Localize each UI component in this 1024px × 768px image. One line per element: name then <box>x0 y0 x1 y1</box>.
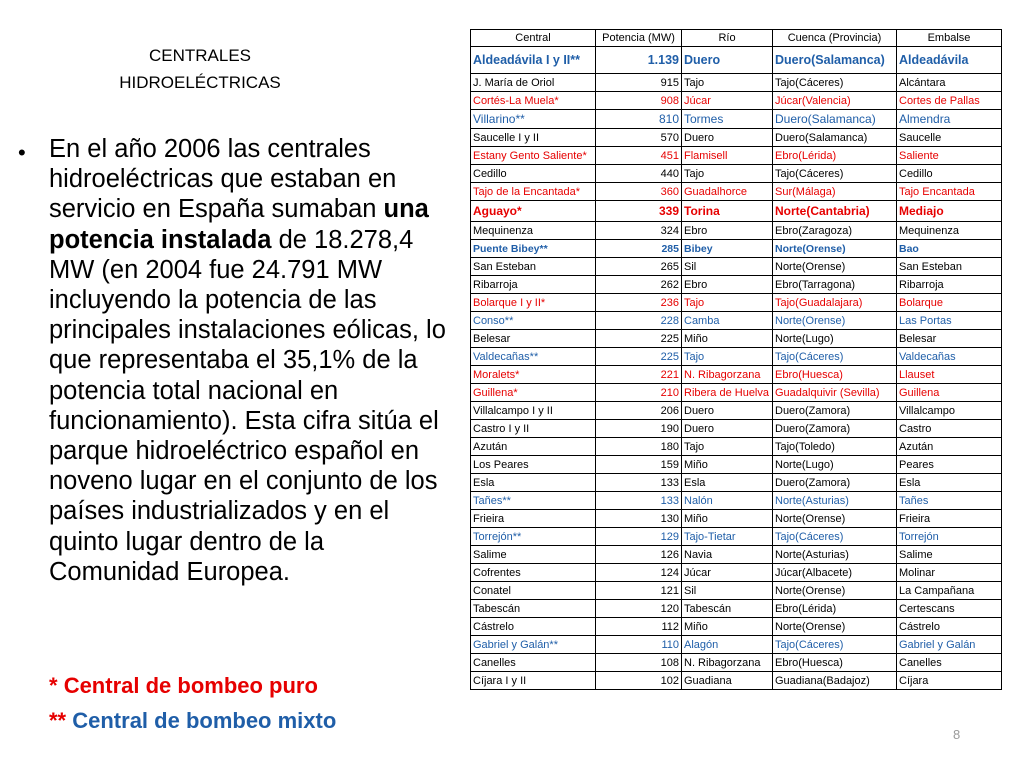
cell-central: Conso** <box>471 312 596 330</box>
cell-central: Esla <box>471 474 596 492</box>
cell-central: Gabriel y Galán** <box>471 636 596 654</box>
cell-river: Miño <box>682 330 773 348</box>
table-row <box>471 366 1002 384</box>
cell-river: Duero <box>682 129 773 147</box>
cell-basin: Ebro(Lérida) <box>773 600 897 618</box>
cell-reservoir: Saliente <box>897 147 1002 165</box>
cell-power: 360 <box>596 183 682 201</box>
cell-central: Bolarque I y II* <box>471 294 596 312</box>
table-row <box>471 582 1002 600</box>
legend-pure-stars: * <box>49 673 58 698</box>
cell-river: Miño <box>682 618 773 636</box>
table-row <box>471 276 1002 294</box>
cell-reservoir: Cíjara <box>897 672 1002 690</box>
cell-river: Navia <box>682 546 773 564</box>
header-reservoir: Embalse <box>897 30 1002 47</box>
cell-power: 102 <box>596 672 682 690</box>
cell-river: Duero <box>682 47 773 74</box>
cell-reservoir: Castro <box>897 420 1002 438</box>
cell-reservoir: Ribarroja <box>897 276 1002 294</box>
table-row <box>471 129 1002 147</box>
cell-basin: Norte(Orense) <box>773 312 897 330</box>
cell-river: N. Ribagorzana <box>682 366 773 384</box>
cell-power: 190 <box>596 420 682 438</box>
cell-power: 810 <box>596 110 682 129</box>
table-row <box>471 618 1002 636</box>
cell-reservoir: La Campañana <box>897 582 1002 600</box>
table-row <box>471 600 1002 618</box>
cell-basin: Norte(Asturias) <box>773 492 897 510</box>
cell-river: Guadiana <box>682 672 773 690</box>
table-row <box>471 47 1002 74</box>
cell-basin: Duero(Zamora) <box>773 474 897 492</box>
cell-central: Los Peares <box>471 456 596 474</box>
legend-pure-pumping <box>49 672 318 700</box>
table-row <box>471 384 1002 402</box>
cell-basin: Júcar(Albacete) <box>773 564 897 582</box>
cell-basin: Norte(Orense) <box>773 582 897 600</box>
table-row <box>471 74 1002 92</box>
bullet-paragraph <box>18 134 448 587</box>
table-row <box>471 294 1002 312</box>
header-river: Río <box>682 30 773 47</box>
cell-river: Ebro <box>682 276 773 294</box>
cell-river: Nalón <box>682 492 773 510</box>
cell-river: Flamisell <box>682 147 773 165</box>
cell-basin: Tajo(Toledo) <box>773 438 897 456</box>
table-row <box>471 240 1002 258</box>
table-row <box>471 672 1002 690</box>
cell-central: Cedillo <box>471 165 596 183</box>
table-row <box>471 402 1002 420</box>
table-header-row <box>471 30 1002 47</box>
bullet-text <box>49 134 448 587</box>
cell-river: Sil <box>682 582 773 600</box>
table-row <box>471 110 1002 129</box>
cell-power: 221 <box>596 366 682 384</box>
cell-river: Tajo <box>682 294 773 312</box>
cell-central: Azután <box>471 438 596 456</box>
cell-central: Tañes** <box>471 492 596 510</box>
legend-mixed-pumping <box>49 707 336 735</box>
table-row <box>471 546 1002 564</box>
hydro-plants-table <box>470 29 1002 690</box>
cell-power: 130 <box>596 510 682 528</box>
cell-reservoir: Torrejón <box>897 528 1002 546</box>
cell-river: Esla <box>682 474 773 492</box>
table-row <box>471 474 1002 492</box>
cell-reservoir: Molinar <box>897 564 1002 582</box>
cell-power: 339 <box>596 201 682 222</box>
cell-power: 570 <box>596 129 682 147</box>
cell-river: Tajo <box>682 165 773 183</box>
cell-power: 112 <box>596 618 682 636</box>
cell-reservoir: Las Portas <box>897 312 1002 330</box>
cell-reservoir: Bolarque <box>897 294 1002 312</box>
cell-power: 108 <box>596 654 682 672</box>
cell-central: Moralets* <box>471 366 596 384</box>
cell-central: Valdecañas** <box>471 348 596 366</box>
table-row <box>471 222 1002 240</box>
cell-central: Cíjara I y II <box>471 672 596 690</box>
bullet-dot-icon: • <box>18 140 26 165</box>
cell-reservoir: Canelles <box>897 654 1002 672</box>
cell-power: 915 <box>596 74 682 92</box>
cell-reservoir: Cortes de Pallas <box>897 92 1002 110</box>
table-row <box>471 564 1002 582</box>
cell-power: 210 <box>596 384 682 402</box>
cell-river: Júcar <box>682 92 773 110</box>
cell-central: Belesar <box>471 330 596 348</box>
cell-reservoir: Esla <box>897 474 1002 492</box>
cell-reservoir: Saucelle <box>897 129 1002 147</box>
cell-river: Tormes <box>682 110 773 129</box>
cell-power: 121 <box>596 582 682 600</box>
cell-reservoir: Almendra <box>897 110 1002 129</box>
cell-reservoir: Alcántara <box>897 74 1002 92</box>
cell-river: Tajo-Tietar <box>682 528 773 546</box>
cell-river: Tajo <box>682 438 773 456</box>
table-body <box>471 47 1002 690</box>
cell-reservoir: Frieira <box>897 510 1002 528</box>
cell-power: 133 <box>596 474 682 492</box>
cell-basin: Tajo(Cáceres) <box>773 348 897 366</box>
cell-central: Torrejón** <box>471 528 596 546</box>
cell-river: Duero <box>682 420 773 438</box>
cell-basin: Tajo(Cáceres) <box>773 528 897 546</box>
cell-power: 180 <box>596 438 682 456</box>
cell-basin: Ebro(Lérida) <box>773 147 897 165</box>
cell-reservoir: Salime <box>897 546 1002 564</box>
cell-river: Miño <box>682 510 773 528</box>
title-line-1: CENTRALES <box>148 46 252 65</box>
cell-power: 262 <box>596 276 682 294</box>
legend-pure-text: Central de bombeo puro <box>63 673 318 698</box>
cell-reservoir: Llauset <box>897 366 1002 384</box>
table-row <box>471 654 1002 672</box>
cell-river: Duero <box>682 402 773 420</box>
cell-central: Villalcampo I y II <box>471 402 596 420</box>
cell-basin: Duero(Salamanca) <box>773 129 897 147</box>
cell-power: 206 <box>596 402 682 420</box>
cell-reservoir: Villalcampo <box>897 402 1002 420</box>
bullet-text-part-2: de 18.278,4 MW (en 2004 fue 24.791 MW incluyendo la potencia de las principales instalaciones eólicas, lo que representaba el 35,1% de la potencia total nacional en funcionamiento). Esta cifra sitúa el parque hidroeléctrico español en noveno lugar en el conjunto de los países industrializados y en el quinto lugar dentro de la Comunidad Europea. <box>49 225 446 586</box>
cell-power: 236 <box>596 294 682 312</box>
cell-power: 126 <box>596 546 682 564</box>
cell-river: Camba <box>682 312 773 330</box>
table-row <box>471 165 1002 183</box>
cell-basin: Sur(Málaga) <box>773 183 897 201</box>
cell-power: 324 <box>596 222 682 240</box>
cell-power: 225 <box>596 348 682 366</box>
cell-power: 129 <box>596 528 682 546</box>
cell-reservoir: Belesar <box>897 330 1002 348</box>
cell-power: 1.139 <box>596 47 682 74</box>
cell-central: Ribarroja <box>471 276 596 294</box>
cell-central: Frieira <box>471 510 596 528</box>
cell-basin: Norte(Orense) <box>773 258 897 276</box>
cell-central: J. María de Oriol <box>471 74 596 92</box>
cell-basin: Duero(Salamanca) <box>773 110 897 129</box>
cell-power: 120 <box>596 600 682 618</box>
cell-river: Tabescán <box>682 600 773 618</box>
table-row <box>471 438 1002 456</box>
cell-basin: Norte(Cantabria) <box>773 201 897 222</box>
cell-power: 285 <box>596 240 682 258</box>
cell-river: Ebro <box>682 222 773 240</box>
cell-basin: Duero(Zamora) <box>773 420 897 438</box>
cell-power: 451 <box>596 147 682 165</box>
table-row <box>471 312 1002 330</box>
page-number: 8 <box>953 727 961 742</box>
table-row <box>471 420 1002 438</box>
cell-power: 225 <box>596 330 682 348</box>
cell-river: Guadalhorce <box>682 183 773 201</box>
cell-basin: Tajo(Cáceres) <box>773 636 897 654</box>
cell-basin: Ebro(Tarragona) <box>773 276 897 294</box>
cell-central: Aldeadávila I y II** <box>471 47 596 74</box>
cell-basin: Ebro(Zaragoza) <box>773 222 897 240</box>
cell-river: Bibey <box>682 240 773 258</box>
cell-basin: Guadalquivir (Sevilla) <box>773 384 897 402</box>
cell-central: Cástrelo <box>471 618 596 636</box>
cell-power: 908 <box>596 92 682 110</box>
cell-reservoir: Tajo Encantada <box>897 183 1002 201</box>
table-row <box>471 510 1002 528</box>
cell-reservoir: Tañes <box>897 492 1002 510</box>
table-row <box>471 492 1002 510</box>
cell-central: Tajo de la Encantada* <box>471 183 596 201</box>
table-row <box>471 330 1002 348</box>
cell-basin: Tajo(Guadalajara) <box>773 294 897 312</box>
cell-river: Torina <box>682 201 773 222</box>
cell-central: Saucelle I y II <box>471 129 596 147</box>
cell-reservoir: San Esteban <box>897 258 1002 276</box>
cell-basin: Norte(Lugo) <box>773 330 897 348</box>
bullet-text-part-1: En el año 2006 las centrales hidroeléctricas que estaban en servicio en España sumaban <box>49 135 397 224</box>
cell-power: 159 <box>596 456 682 474</box>
cell-basin: Guadiana(Badajoz) <box>773 672 897 690</box>
cell-central: Cofrentes <box>471 564 596 582</box>
cell-basin: Júcar(Valencia) <box>773 92 897 110</box>
legend-mixed-text: Central de bombeo mixto <box>72 708 337 733</box>
table-row <box>471 201 1002 222</box>
table-row <box>471 258 1002 276</box>
cell-reservoir: Cástrelo <box>897 618 1002 636</box>
cell-central: Salime <box>471 546 596 564</box>
header-basin: Cuenca (Provincia) <box>773 30 897 47</box>
cell-central: Guillena* <box>471 384 596 402</box>
cell-power: 265 <box>596 258 682 276</box>
cell-central: Aguayo* <box>471 201 596 222</box>
cell-central: Mequinenza <box>471 222 596 240</box>
cell-power: 440 <box>596 165 682 183</box>
cell-central: Castro I y II <box>471 420 596 438</box>
cell-central: Cortés-La Muela* <box>471 92 596 110</box>
cell-river: Alagón <box>682 636 773 654</box>
cell-basin: Norte(Orense) <box>773 510 897 528</box>
cell-reservoir: Mequinenza <box>897 222 1002 240</box>
cell-basin: Norte(Asturias) <box>773 546 897 564</box>
cell-reservoir: Guillena <box>897 384 1002 402</box>
cell-central: Tabescán <box>471 600 596 618</box>
cell-reservoir: Peares <box>897 456 1002 474</box>
cell-central: Conatel <box>471 582 596 600</box>
cell-basin: Norte(Lugo) <box>773 456 897 474</box>
cell-reservoir: Aldeadávila <box>897 47 1002 74</box>
cell-river: Júcar <box>682 564 773 582</box>
cell-reservoir: Gabriel y Galán <box>897 636 1002 654</box>
cell-river: Tajo <box>682 348 773 366</box>
cell-river: Ribera de Huelva <box>682 384 773 402</box>
cell-central: Puente Bibey** <box>471 240 596 258</box>
table-row <box>471 183 1002 201</box>
cell-power: 228 <box>596 312 682 330</box>
cell-reservoir: Certescans <box>897 600 1002 618</box>
cell-reservoir: Azután <box>897 438 1002 456</box>
cell-basin: Duero(Zamora) <box>773 402 897 420</box>
cell-reservoir: Mediajo <box>897 201 1002 222</box>
cell-river: Sil <box>682 258 773 276</box>
bullet-text-bold: una potencia instalada <box>49 195 429 254</box>
cell-power: 124 <box>596 564 682 582</box>
table-row <box>471 456 1002 474</box>
cell-reservoir: Bao <box>897 240 1002 258</box>
cell-river: N. Ribagorzana <box>682 654 773 672</box>
table-row <box>471 147 1002 165</box>
header-power: Potencia (MW) <box>596 30 682 47</box>
cell-basin: Tajo(Cáceres) <box>773 165 897 183</box>
cell-power: 133 <box>596 492 682 510</box>
header-central: Central <box>471 30 596 47</box>
cell-basin: Ebro(Huesca) <box>773 654 897 672</box>
cell-basin: Tajo(Cáceres) <box>773 74 897 92</box>
cell-basin: Duero(Salamanca) <box>773 47 897 74</box>
table-row <box>471 348 1002 366</box>
cell-basin: Norte(Orense) <box>773 240 897 258</box>
cell-river: Miño <box>682 456 773 474</box>
slide-title <box>100 42 300 96</box>
table-row <box>471 636 1002 654</box>
cell-central: Canelles <box>471 654 596 672</box>
legend-mixed-stars: ** <box>49 708 67 733</box>
cell-basin: Norte(Orense) <box>773 618 897 636</box>
table-row <box>471 528 1002 546</box>
cell-central: Villarino** <box>471 110 596 129</box>
cell-central: Estany Gento Saliente* <box>471 147 596 165</box>
cell-central: San Esteban <box>471 258 596 276</box>
cell-reservoir: Valdecañas <box>897 348 1002 366</box>
title-line-2: HIDROELÉCTRICAS <box>119 73 281 92</box>
cell-power: 110 <box>596 636 682 654</box>
cell-basin: Ebro(Huesca) <box>773 366 897 384</box>
cell-river: Tajo <box>682 74 773 92</box>
table-row <box>471 92 1002 110</box>
cell-reservoir: Cedillo <box>897 165 1002 183</box>
